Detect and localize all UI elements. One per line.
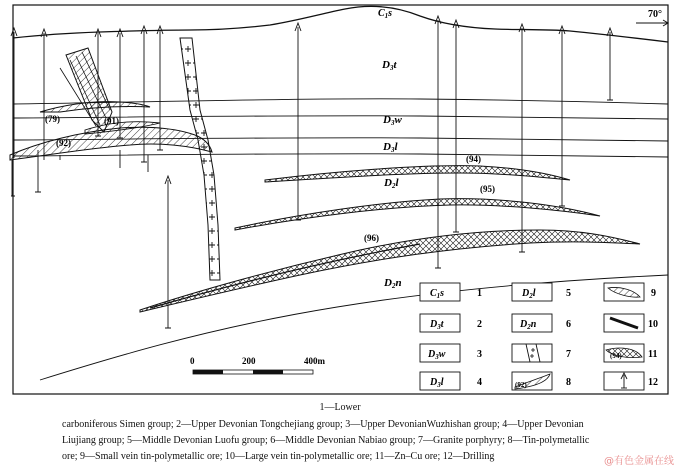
legend	[420, 283, 658, 390]
legend-item-12	[604, 372, 658, 390]
legend-num-8: 8	[566, 377, 571, 388]
watermark: @有色金属在线	[604, 456, 674, 467]
caption-line-2: carboniferous Simen group; 2—Upper Devonian Tongchejiang group; 3—Upper DevonianWuzhishan group; 4—Upper Devonian	[62, 419, 584, 430]
orebody-label-92: (92)	[56, 138, 71, 148]
legend-num-7: 7	[566, 349, 571, 360]
legend-num-1: 1	[477, 288, 482, 299]
legend-num-3: 3	[477, 349, 482, 360]
legend-item-9	[604, 283, 656, 301]
legend-num-4: 4	[477, 377, 482, 388]
legend-item-3	[420, 344, 482, 362]
legend-num-5: 5	[566, 288, 571, 299]
svg-text:C1s: $C_1s$	[430, 288, 445, 300]
legend-num-12: 12	[648, 377, 658, 388]
legend-item-6	[512, 314, 571, 332]
orebody-label-95: (95)	[480, 184, 495, 194]
scale-tick-400: 400m	[304, 356, 325, 366]
svg-text:D2l: $D_2l$	[522, 288, 536, 300]
orebody-95	[235, 199, 600, 230]
legend-num-2: 2	[477, 319, 482, 330]
caption-line-3: Liujiang group; 5—Middle Devonian Luofu group; 6—Middle Devonian Nabiao group; 7—Granite porphyry; 8—Tin-polymetallic	[62, 435, 590, 446]
topographic-surface	[13, 6, 668, 42]
legend-label-92: (92)	[515, 381, 527, 389]
unit-label-d3w: D3w	[383, 114, 402, 127]
section-frame	[13, 5, 668, 394]
legend-num-9: 9	[651, 288, 656, 299]
unit-label-d2n: D2n	[384, 277, 402, 290]
unit-label-c1s: $C_1s$	[378, 8, 393, 20]
legend-num-11: 11	[648, 349, 658, 360]
unit-label-d3l: D3l	[383, 141, 398, 154]
orientation-indicator	[636, 9, 668, 26]
scale-tick-0: 0	[190, 356, 195, 366]
svg-text:D3t: $D_3t$	[430, 319, 444, 331]
legend-item-7	[512, 344, 571, 362]
orientation-label: 70°	[648, 9, 662, 20]
legend-item-5	[512, 283, 571, 301]
legend-item-1	[420, 283, 482, 301]
orebody-label-94: (94)	[466, 154, 481, 164]
orebody-94	[265, 166, 570, 182]
scale-tick-200: 200	[242, 356, 256, 366]
caption-line-4: ore; 9—Small vein tin-polymetallic ore; 10—Large vein tin-polymetallic ore; 11—Zn–Cu ore; 12—Drilling	[62, 451, 495, 462]
legend-label-94: (94)	[610, 352, 622, 360]
legend-item-2	[420, 314, 482, 332]
legend-item-8	[512, 372, 571, 390]
legend-num-6: 6	[566, 319, 571, 330]
unit-label-d3t: D3t	[382, 59, 397, 72]
svg-text:D3l: $D_3l$	[430, 377, 444, 389]
legend-item-4	[420, 372, 482, 390]
legend-num-10: 10	[648, 319, 658, 330]
legend-item-11	[604, 344, 657, 362]
svg-text:D3w: $D_3w$	[428, 349, 446, 361]
orebody-label-79: (79)	[45, 114, 60, 124]
caption-line-1: 1—Lower	[319, 402, 361, 413]
orebody-label-96: (96)	[364, 233, 379, 243]
scale-bar	[190, 356, 326, 374]
granite-porphyry-dyke	[180, 38, 220, 280]
legend-item-10	[604, 314, 658, 332]
svg-text:D2n: $D_2n$	[520, 319, 537, 331]
orebody-label-91: (91)	[104, 116, 119, 126]
unit-label-d2l: D2l	[384, 177, 399, 190]
